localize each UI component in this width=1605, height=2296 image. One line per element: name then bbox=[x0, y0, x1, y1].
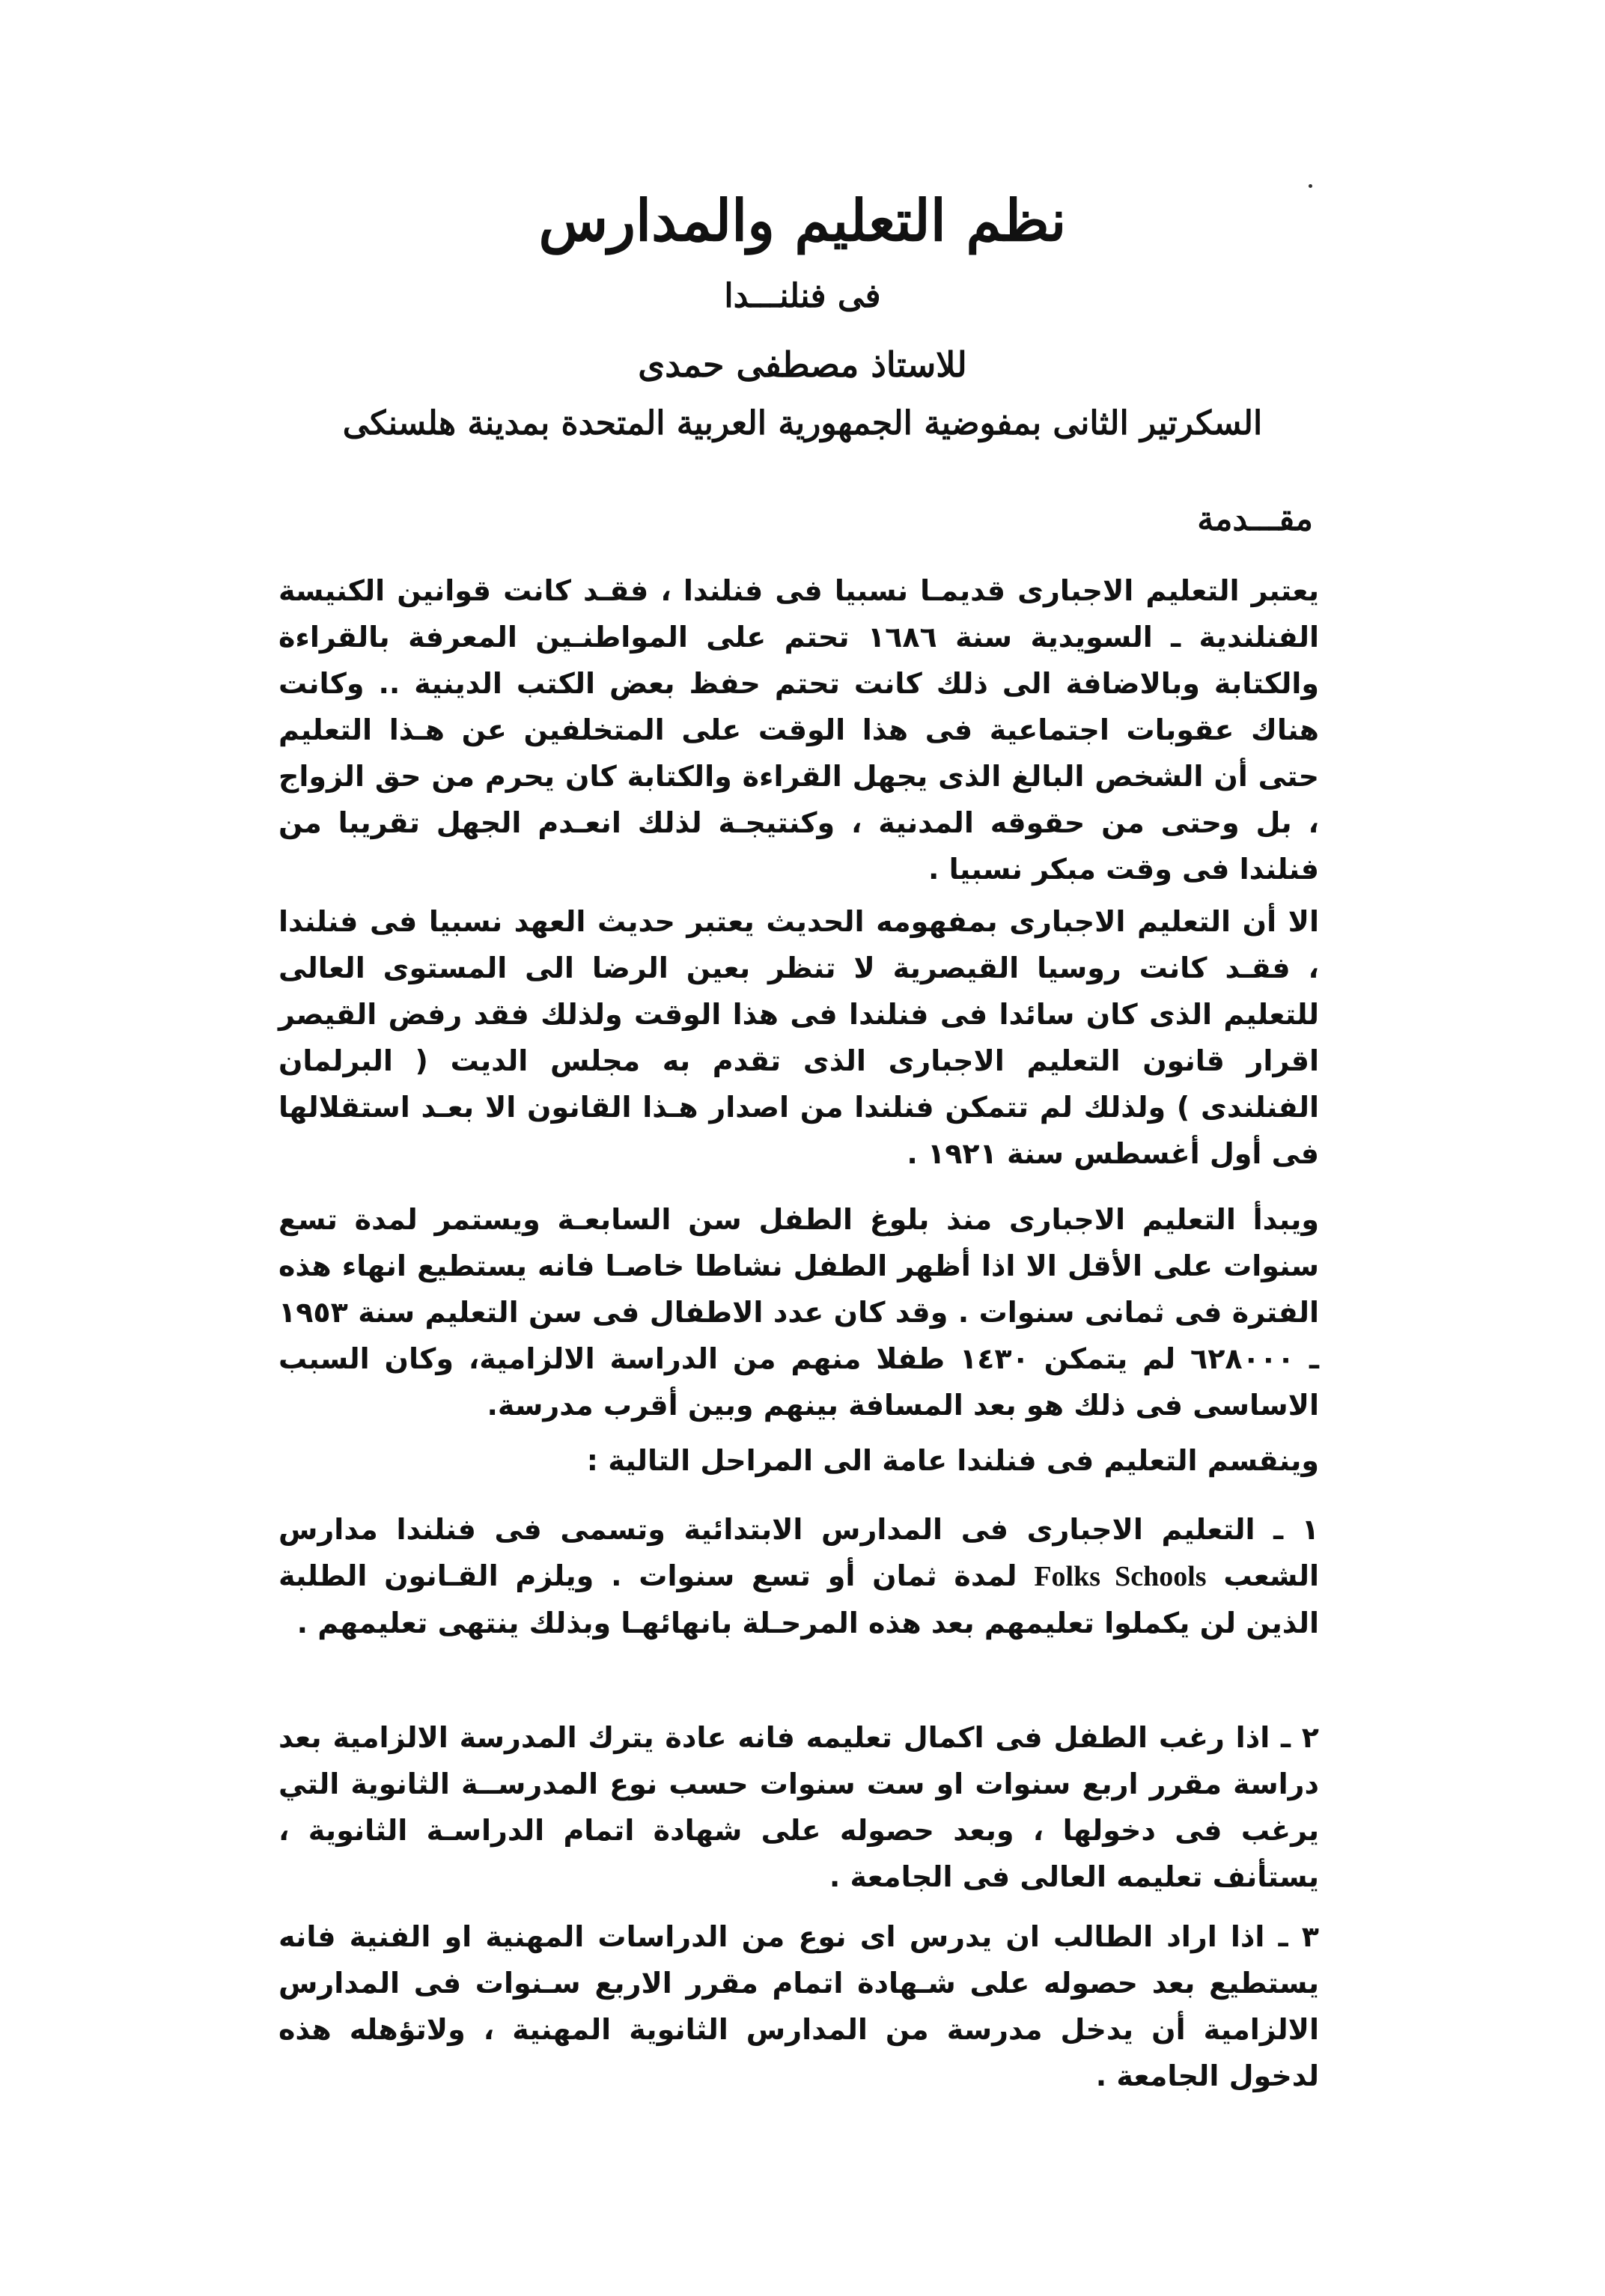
paragraph-1: يعتبر التعليم الاجبارى قديمـا نسبيا فى فنلندا ، فقـد كانت قوانين الكنيسة الفنلندية ـ السويدية سنة ١٦٨٦ تحتم على المواطنـين المعرفة بالقراءة والكتابة وبالاضافة الى ذلك كانت تحتم حفظ بعض الكتب الدينية .. وكانت هناك عقوبات اجتماعية فى هذا الوقت على المتخلفين عن هـذا التعليم حتى أن الشخص البالغ الذى يجهل القراءة والكتابة كان يحرم من حق الزواج ، بل وحتى من حقوقه المدنية ، وكنتيجـة لذلك انعـدم الجهل تقريبا من فنلندا فى وقت مبكر نسبيا . bbox=[278, 574, 1319, 886]
paragraph-4: وينقسم التعليم فى فنلندا عامة الى المراحل التالية : bbox=[586, 1444, 1319, 1477]
paragraph-5 bbox=[278, 1506, 1319, 1646]
paragraph-5-part-1: ١ ـ التعليم الاجبارى فى المدارس الابتدائية وتسمى فى فنلندا مدارس الشعب bbox=[278, 1513, 1320, 1592]
folks-schools-term: Folks Schools bbox=[1034, 1561, 1207, 1592]
author-position: السكرتير الثانى بمفوضية الجمهورية العربية المتحدة بمدينة هلسنكى bbox=[342, 404, 1263, 442]
section-heading: مقـــدمة bbox=[1197, 500, 1313, 538]
document-title: نظم التعليم والمدارس bbox=[538, 187, 1067, 254]
document-subtitle: فى فنلنـــدا bbox=[724, 277, 881, 315]
paragraph-2: الا أن التعليم الاجبارى بمفهومه الحديث يعتبر حديث العهد نسبيا فى فنلندا ، فقـد كانت روسيا القيصرية لا تنظر بعين الرضا الى المستوى العالى للتعليم الذى كان سائدا فى فنلندا فى هذا الوقت ولذلك فقد رفض القيصر اقرار قانون التعليم الاجبارى الذى تقدم به مجلس الديت ( البرلمان الفنلندى ) ولذلك لم تتمكن فنلندا من اصدار هـذا القانون الا بعـد استقلالها فى أول أغسطس سنة ١٩٢١ . bbox=[278, 905, 1319, 1170]
paragraph-6: ٢ ـ اذا رغب الطفل فى اكمال تعليمه فانه عادة يترك المدرسة الالزامية بعد دراسة مقرر اربع سنوات او ست سنوات حسب نوع المدرســة الثانوية التي يرغب فى دخولها ، وبعد حصوله على شهادة اتمام الدراسـة الثانوية ، يستأنف تعليمه العالى فى الجامعة . bbox=[278, 1721, 1319, 1893]
author-name: للاستاذ مصطفى حمدى bbox=[638, 344, 967, 385]
paragraph-5-part-2: لمدة ثمان أو تسع سنوات . ويلزم القـانون الطلبة الذين لن يكملوا تعليمهم بعد هذه المرحـلة بانهائهـا وبذلك ينتهى تعليمهم . bbox=[278, 1559, 1319, 1639]
paragraph-7: ٣ ـ اذا اراد الطالب ان يدرس اى نوع من الدراسات المهنية او الفنية فانه يستطيع بعد حصوله على شـهادة اتمام مقرر الاربع سـنوات فى المدارس الالزامية أن يدخل مدرسة من المدارس الثانوية المهنية ، ولاتؤهله هذه لدخول الجامعة . bbox=[278, 1920, 1319, 2092]
paragraph-3: ويبدأ التعليم الاجبارى منذ بلوغ الطفل سن السابعـة ويستمر لمدة تسع سنوات على الأقل الا اذا أظهر الطفل نشاطا خاصـا فانه يستطيع انهاء هذه الفترة فى ثمانى سنوات . وقد كان عدد الاطفال فى سن التعليم سنة ١٩٥٣ ـ ٦٢٨٠٠٠ لم يتمكن ١٤٣٠ طفلا منهم من الدراسة الالزامية، وكان السبب الاساسى فى ذلك هو بعد المسافة بينهم وبين أقرب مدرسة. bbox=[278, 1203, 1320, 1422]
